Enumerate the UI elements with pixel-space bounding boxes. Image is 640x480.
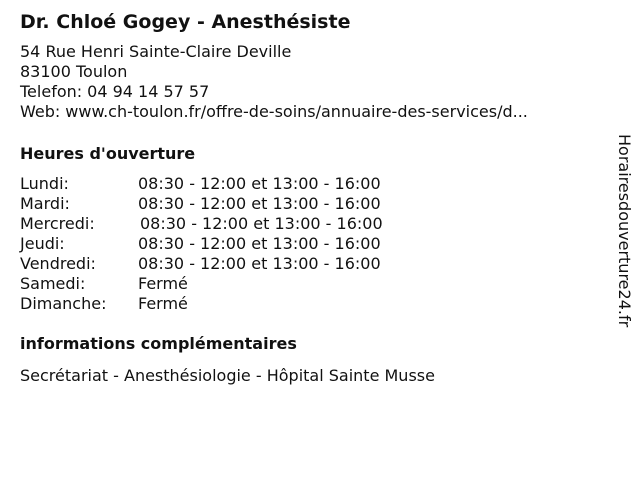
- hours-value: 08:30 - 12:00 et 13:00 - 16:00: [138, 174, 381, 193]
- hours-row-thursday: [20, 234, 383, 254]
- business-card: [20, 10, 605, 385]
- phone-number[interactable]: 04 94 14 57 57: [87, 82, 210, 101]
- hours-value: 08:30 - 12:00 et 13:00 - 16:00: [138, 234, 381, 253]
- watermark-text: Horairesdouverture24.fr: [615, 134, 634, 328]
- street-address: 54 Rue Henri Sainte-Claire Deville: [20, 42, 292, 61]
- hours-value: 08:30 - 12:00 et 13:00 - 16:00: [140, 214, 383, 233]
- day-label: Vendredi:: [20, 254, 96, 273]
- day-label: Samedi:: [20, 274, 86, 293]
- web-line: [20, 102, 605, 122]
- phone-line: [20, 82, 605, 102]
- day-label: Lundi:: [20, 174, 69, 193]
- page-title: Dr. Chloé Gogey - Anesthésiste: [20, 11, 351, 33]
- additional-info-heading: informations complémentaires: [20, 334, 297, 353]
- hours-value: Fermé: [138, 274, 188, 293]
- web-label: Web:: [20, 102, 61, 121]
- hours-value: Fermé: [138, 294, 188, 313]
- hours-row-wednesday: [20, 214, 383, 234]
- day-label: Jeudi:: [20, 234, 65, 253]
- phone-label: Telefon:: [20, 82, 83, 101]
- hours-row-friday: [20, 254, 383, 274]
- site-watermark: [612, 134, 636, 374]
- hours-row-monday: [20, 174, 383, 194]
- additional-info-text: Secrétariat - Anesthésiologie - Hôpital Sainte Musse: [20, 366, 435, 385]
- hours-value: 08:30 - 12:00 et 13:00 - 16:00: [138, 194, 381, 213]
- website-link[interactable]: www.ch-toulon.fr/offre-de-soins/annuaire-des-services/d...: [65, 102, 528, 121]
- address-block: [20, 42, 605, 122]
- day-label: Mercredi:: [20, 214, 95, 233]
- hours-row-saturday: [20, 274, 383, 294]
- day-label: Dimanche:: [20, 294, 107, 313]
- day-label: Mardi:: [20, 194, 70, 213]
- hours-value: 08:30 - 12:00 et 13:00 - 16:00: [138, 254, 381, 273]
- hours-row-sunday: [20, 294, 383, 314]
- hours-row-tuesday: [20, 194, 383, 214]
- opening-hours-table: [20, 174, 383, 314]
- city-address: 83100 Toulon: [20, 62, 128, 81]
- opening-hours-heading: Heures d'ouverture: [20, 144, 196, 163]
